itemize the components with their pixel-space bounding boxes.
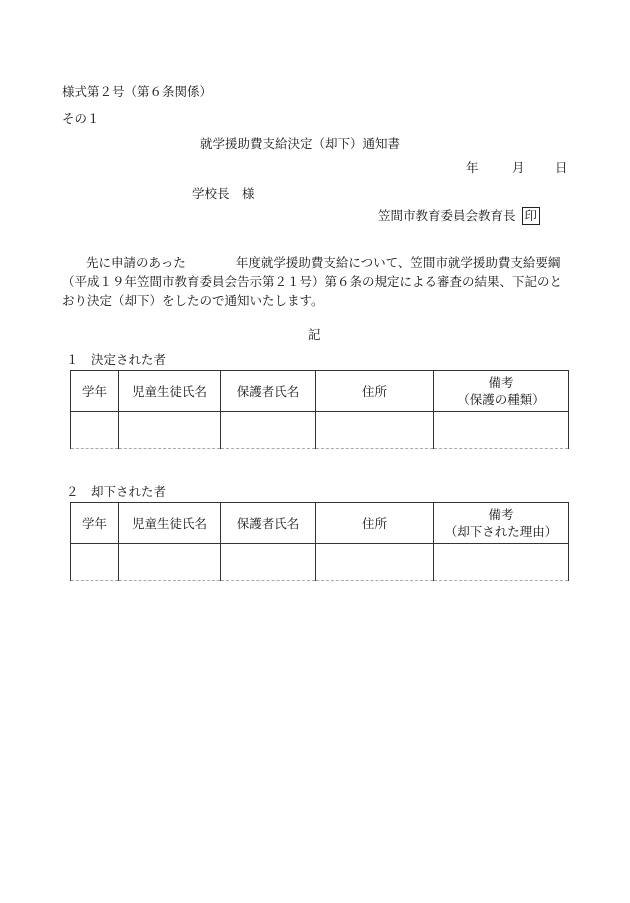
header-address: 住所 bbox=[316, 371, 434, 412]
cell bbox=[221, 544, 316, 581]
header-remarks bbox=[434, 503, 569, 544]
header-student-name: 児童生徒氏名 bbox=[119, 371, 221, 412]
cell bbox=[316, 412, 434, 449]
date-month: 月 bbox=[512, 160, 525, 175]
body-paragraph bbox=[62, 253, 572, 310]
cell bbox=[119, 412, 221, 449]
section2-heading: ２ 却下された者 bbox=[66, 484, 167, 499]
sub-number: その１ bbox=[62, 111, 100, 126]
sender: 笠間市教育委員会教育長 bbox=[378, 208, 516, 223]
remarks-sub-label: （却下された理由） bbox=[444, 524, 558, 539]
cell bbox=[316, 544, 434, 581]
rejected-table bbox=[70, 502, 569, 581]
table-header-row bbox=[71, 503, 569, 544]
document-title: 就学援助費支給決定（却下）通知書 bbox=[200, 136, 401, 151]
ki-label: 記 bbox=[308, 327, 321, 342]
header-guardian-name: 保護者氏名 bbox=[221, 503, 316, 544]
header-remarks bbox=[434, 371, 569, 412]
header-address: 住所 bbox=[316, 503, 434, 544]
table-header-row bbox=[71, 371, 569, 412]
cell bbox=[119, 544, 221, 581]
recipient: 学校長 様 bbox=[192, 186, 255, 201]
decided-table bbox=[70, 370, 569, 449]
remarks-sub-label: （保護の種類） bbox=[457, 392, 545, 407]
table-row bbox=[71, 412, 569, 449]
body-part-2: 年度就学援助費支給について、笠間市就学援助費支給要綱（平成１９年笠間市教育委員会告示第２１号）第６条の規定による審査の結果、下記のとおり決定（却下）をしたので通知いたします。 bbox=[62, 255, 563, 308]
header-grade: 学年 bbox=[71, 371, 119, 412]
table-row bbox=[71, 544, 569, 581]
cell bbox=[434, 412, 569, 449]
section1-heading: １ 決定された者 bbox=[66, 352, 167, 367]
body-part-1: 先に申請のあった bbox=[86, 255, 186, 270]
date-day: 日 bbox=[555, 160, 568, 175]
form-number: 様式第２号（第６条関係） bbox=[62, 84, 213, 99]
cell bbox=[71, 544, 119, 581]
header-grade: 学年 bbox=[71, 503, 119, 544]
sender-line bbox=[378, 206, 540, 225]
date-year: 年 bbox=[466, 160, 479, 175]
cell bbox=[221, 412, 316, 449]
header-student-name: 児童生徒氏名 bbox=[119, 503, 221, 544]
remarks-label: 備考 bbox=[488, 507, 514, 522]
cell bbox=[434, 544, 569, 581]
remarks-label: 備考 bbox=[488, 375, 514, 390]
header-guardian-name: 保護者氏名 bbox=[221, 371, 316, 412]
seal-stamp: 印 bbox=[522, 207, 541, 225]
cell bbox=[71, 412, 119, 449]
